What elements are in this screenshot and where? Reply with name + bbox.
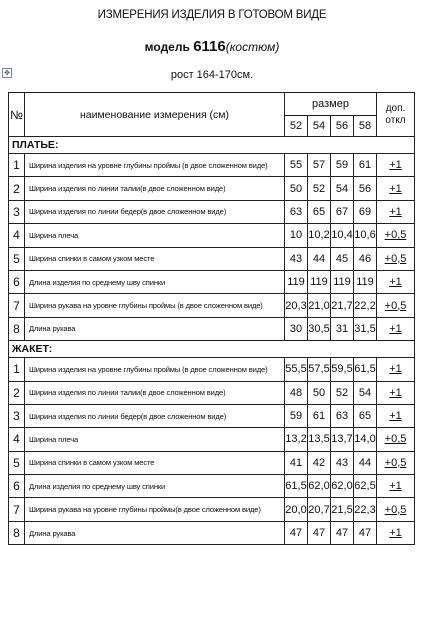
tolerance-value: +0,5	[384, 503, 407, 516]
measurement-value: 54	[331, 177, 354, 200]
tolerance-cell	[377, 317, 415, 340]
measurement-value: 65	[354, 404, 377, 427]
measurement-value: 56	[354, 177, 377, 200]
measurement-value: 22,3	[354, 498, 377, 521]
measurement-name: Ширина спинки в самом узком месте	[25, 451, 285, 474]
measurement-value: 10	[285, 224, 308, 247]
measurement-value: 55	[285, 154, 308, 177]
measurement-name: Ширина плеча	[25, 224, 285, 247]
measurement-name: Ширина изделия на уровне глубины проймы (в двое сложенном виде)	[25, 154, 285, 177]
tolerance-cell	[377, 428, 415, 451]
table-row	[9, 428, 415, 451]
row-number: 8	[9, 521, 25, 544]
measurement-value: 10,4	[331, 224, 354, 247]
measurement-value: 57	[308, 154, 331, 177]
tolerance-cell	[377, 381, 415, 404]
tolerance-value: +0,5	[384, 456, 407, 469]
measurement-value: 61	[308, 404, 331, 427]
measurement-value: 55,5	[285, 358, 308, 381]
tolerance-value: +1	[389, 410, 402, 423]
row-number: 4	[9, 224, 25, 247]
table-row	[9, 381, 415, 404]
tolerance-value: +1	[389, 205, 402, 218]
measurement-value: 45	[331, 247, 354, 270]
measurement-name: Ширина изделия по линии талии(в двое сложенном виде)	[25, 381, 285, 404]
table-move-handle-icon[interactable]: ✥	[2, 68, 12, 78]
measurement-value: 21,5	[331, 498, 354, 521]
measurement-value: 47	[354, 521, 377, 544]
table-row	[9, 317, 415, 340]
table-row	[9, 475, 415, 498]
measurement-value: 43	[285, 247, 308, 270]
row-number: 1	[9, 154, 25, 177]
header-tolerance	[377, 93, 415, 137]
tolerance-cell	[377, 177, 415, 200]
measurement-value: 59	[331, 154, 354, 177]
measurement-value: 21,0	[308, 294, 331, 317]
table-row	[9, 521, 415, 544]
measurement-name: Ширина изделия на уровне глубины проймы (в двое сложенном виде)	[25, 358, 285, 381]
measurement-value: 62,0	[308, 475, 331, 498]
measurement-value: 47	[308, 521, 331, 544]
measurement-value: 20,0	[285, 498, 308, 521]
measurement-value: 63	[285, 200, 308, 223]
row-number: 6	[9, 270, 25, 293]
tolerance-cell	[377, 451, 415, 474]
tolerance-cell	[377, 154, 415, 177]
row-number: 7	[9, 498, 25, 521]
tolerance-cell	[377, 200, 415, 223]
measurement-value: 62,0	[331, 475, 354, 498]
tolerance-value: +0,5	[384, 299, 407, 312]
header-tolerance-line-1: доп.	[385, 102, 406, 114]
table-row	[9, 294, 415, 317]
measurement-value: 46	[354, 247, 377, 270]
measurement-value: 30,5	[308, 317, 331, 340]
tolerance-value: +1	[389, 480, 402, 493]
measurement-name: Ширина изделия по линии талии(в двое сложенном виде)	[25, 177, 285, 200]
measurement-name: Длина изделия по среднему шву спинки	[25, 475, 285, 498]
measurement-value: 10,6	[354, 224, 377, 247]
measurement-value: 20,3	[285, 294, 308, 317]
header-size: размер	[285, 93, 377, 116]
section-title: ЖАКЕТ:	[9, 341, 415, 358]
measurement-name: Ширина спинки в самом узком месте	[25, 247, 285, 270]
table-body	[9, 137, 415, 545]
measurement-value: 44	[354, 451, 377, 474]
tolerance-value: +1	[389, 322, 402, 335]
measurement-name: Длина рукава	[25, 521, 285, 544]
measurement-value: 65	[308, 200, 331, 223]
measurement-value: 50	[285, 177, 308, 200]
measurement-name: Ширина изделия по линии бедер(в двое сложенном виде)	[25, 404, 285, 427]
measurement-value: 119	[285, 270, 308, 293]
measurement-value: 13,5	[308, 428, 331, 451]
section-title: ПЛАТЬЕ:	[9, 137, 415, 154]
measurement-value: 54	[354, 381, 377, 404]
tolerance-value: +1	[389, 363, 402, 376]
measurement-name: Ширина плеча	[25, 428, 285, 451]
section-row	[9, 341, 415, 358]
measurement-value: 10,2	[308, 224, 331, 247]
row-number: 8	[9, 317, 25, 340]
table-row	[9, 270, 415, 293]
table-header-row	[9, 93, 415, 116]
measurement-value: 42	[308, 451, 331, 474]
measurement-name: Ширина рукава на уровне глубины проймы (в двое сложенном виде)	[25, 294, 285, 317]
table-row	[9, 498, 415, 521]
model-number: 6116	[193, 38, 226, 55]
measurement-value: 59	[285, 404, 308, 427]
row-number: 5	[9, 451, 25, 474]
measurement-name: Длина рукава	[25, 317, 285, 340]
measurement-value: 48	[285, 381, 308, 404]
measurement-value: 52	[331, 381, 354, 404]
tolerance-value: +0,5	[384, 229, 407, 242]
document-title: ИЗМЕРЕНИЯ ИЗДЕЛИЯ В ГОТОВОМ ВИДЕ	[97, 9, 327, 21]
model-line	[0, 38, 424, 55]
table-row	[9, 177, 415, 200]
measurement-value: 61,5	[285, 475, 308, 498]
tolerance-value: +1	[389, 182, 402, 195]
measurement-value: 13,7	[331, 428, 354, 451]
measurement-value: 119	[308, 270, 331, 293]
measurement-value: 31,5	[354, 317, 377, 340]
measurement-name: Ширина изделия по линии бедер(в двое сложенном виде)	[25, 200, 285, 223]
tolerance-value: +1	[389, 276, 402, 289]
measurement-name: Длина изделия по среднему шву спинки	[25, 270, 285, 293]
tolerance-cell	[377, 521, 415, 544]
measurement-value: 57,5	[308, 358, 331, 381]
table-row	[9, 224, 415, 247]
header-tolerance-line-2: откл	[385, 114, 406, 126]
tolerance-cell	[377, 224, 415, 247]
measurements-table	[8, 92, 415, 545]
measurement-value: 44	[308, 247, 331, 270]
table-row	[9, 200, 415, 223]
row-number: 7	[9, 294, 25, 317]
measurement-value: 67	[331, 200, 354, 223]
tolerance-value: +1	[389, 386, 402, 399]
row-number: 4	[9, 428, 25, 451]
measurement-value: 22,2	[354, 294, 377, 317]
measurement-value: 50	[308, 381, 331, 404]
measurement-name: Ширина рукава на уровне глубины проймы(в двое сложенном виде)	[25, 498, 285, 521]
tolerance-cell	[377, 294, 415, 317]
tolerance-cell	[377, 404, 415, 427]
row-number: 3	[9, 404, 25, 427]
row-number: 3	[9, 200, 25, 223]
measurement-value: 47	[285, 521, 308, 544]
measurement-value: 14,0	[354, 428, 377, 451]
tolerance-value: +1	[389, 527, 402, 540]
measurement-value: 31	[331, 317, 354, 340]
size-header: 56	[331, 116, 354, 137]
tolerance-value: +1	[389, 159, 402, 172]
measurement-value: 61	[354, 154, 377, 177]
measurement-value: 61,5	[354, 358, 377, 381]
measurement-value: 52	[308, 177, 331, 200]
measurement-value: 62,5	[354, 475, 377, 498]
measurement-value: 63	[331, 404, 354, 427]
measurement-value: 69	[354, 200, 377, 223]
table-row	[9, 247, 415, 270]
measurement-value: 59,5	[331, 358, 354, 381]
measurement-value: 13,2	[285, 428, 308, 451]
measurement-value: 20,7	[308, 498, 331, 521]
header-measurement-name: наименование измерения (см)	[25, 93, 285, 137]
tolerance-value: +0,5	[384, 433, 407, 446]
measurement-value: 21,7	[331, 294, 354, 317]
tolerance-cell	[377, 498, 415, 521]
measurement-value: 119	[354, 270, 377, 293]
height-range: рост 164-170см.	[170, 69, 254, 81]
tolerance-cell	[377, 270, 415, 293]
row-number: 6	[9, 475, 25, 498]
row-number: 2	[9, 177, 25, 200]
measurement-value: 30	[285, 317, 308, 340]
table-row	[9, 451, 415, 474]
size-header: 52	[285, 116, 308, 137]
size-header: 58	[354, 116, 377, 137]
model-label: модель	[144, 40, 190, 54]
table-row	[9, 358, 415, 381]
row-number: 1	[9, 358, 25, 381]
measurement-value: 47	[331, 521, 354, 544]
measurement-value: 41	[285, 451, 308, 474]
section-row	[9, 137, 415, 154]
row-number: 5	[9, 247, 25, 270]
tolerance-value: +0,5	[384, 252, 407, 265]
header-number: №	[9, 93, 25, 137]
tolerance-cell	[377, 247, 415, 270]
measurement-value: 119	[331, 270, 354, 293]
measurement-value: 43	[331, 451, 354, 474]
row-number: 2	[9, 381, 25, 404]
tolerance-cell	[377, 358, 415, 381]
model-suffix: (костюм)	[225, 40, 280, 54]
tolerance-cell	[377, 475, 415, 498]
size-header: 54	[308, 116, 331, 137]
table-row	[9, 404, 415, 427]
table-row	[9, 154, 415, 177]
